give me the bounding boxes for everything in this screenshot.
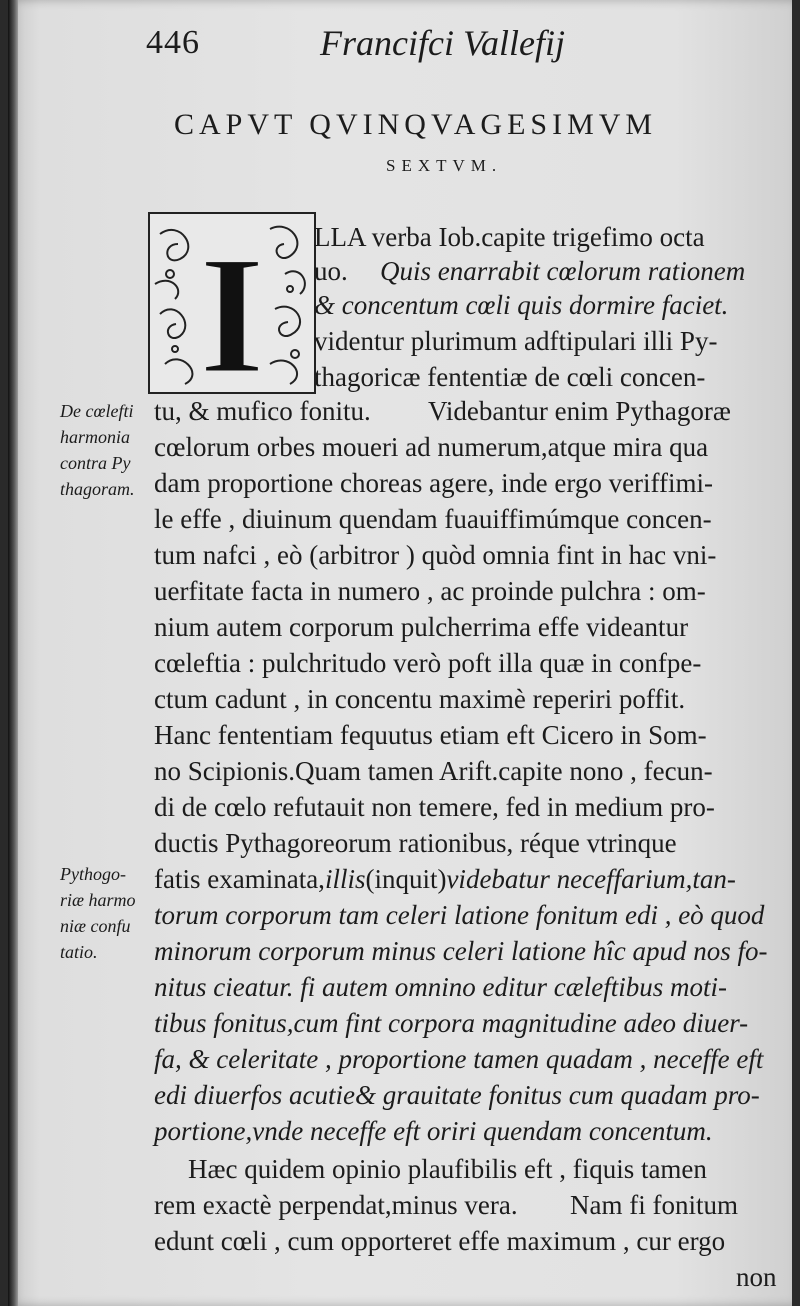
text-line: cœlorum orbes moueri ad numerum,atque mira qua bbox=[154, 432, 709, 462]
text-run: fatis examinata, bbox=[154, 864, 325, 894]
text-line: di de cœlo refutauit non temere, fed in medium pro- bbox=[154, 792, 715, 822]
text-line: fa, & celeritate , proportione tamen quadam , neceffe eft bbox=[154, 1044, 764, 1074]
running-head: Francifci Vallefij bbox=[320, 23, 565, 63]
text-line: ctum cadunt , in concentu maximè reperiri poffit. bbox=[154, 684, 686, 714]
text-line: torum corporum tam celeri latione fonitum edi , eò quod bbox=[154, 900, 765, 930]
text-line: minorum corporum minus celeri latione hîc apud nos fo- bbox=[154, 936, 768, 966]
margin-note-line: harmonia bbox=[60, 427, 131, 447]
margin-note-line: riæ harmo bbox=[60, 890, 136, 910]
text-run: (inquit) bbox=[365, 864, 447, 894]
decorated-initial bbox=[148, 212, 316, 394]
ornament-icon bbox=[150, 214, 314, 392]
text-line: Nam fi fonitum bbox=[570, 1190, 738, 1220]
text-line: tu, & mufico fonitu. bbox=[154, 396, 371, 426]
text-line: uo. bbox=[314, 256, 348, 286]
margin-note-line: tatio. bbox=[60, 942, 98, 962]
chapter-subtitle: SEXTVM. bbox=[386, 156, 503, 175]
text-line: tibus fonitus,cum fint corpora magnitudine adeo diuer- bbox=[154, 1008, 749, 1038]
text-line: thagoricæ fententiæ de cœli concen- bbox=[314, 362, 706, 392]
text-line: no Scipionis.Quam tamen Arift.capite nono , fecun- bbox=[154, 756, 713, 786]
drop-cap-letter: I bbox=[198, 221, 266, 392]
text-line: nitus cieatur. fi autem omnino editur cæleftibus moti- bbox=[154, 972, 727, 1002]
text-line: cœleftia : pulchritudo verò poft illa quæ in confpe- bbox=[154, 648, 702, 678]
margin-note-line: niæ confu bbox=[60, 916, 131, 936]
margin-note-line: Pythogo- bbox=[60, 864, 126, 884]
text-line: tum nafci , eò (arbitror ) quòd omnia fint in hac vni- bbox=[154, 540, 717, 570]
text-line: edi diuerfos acutie& grauitate fonitus cum quadam pro- bbox=[154, 1080, 760, 1110]
margin-note-line: De cœlefti bbox=[60, 401, 134, 421]
text-line: Videbantur enim Pythagoræ bbox=[428, 396, 731, 426]
page-binding bbox=[8, 0, 18, 1306]
text-line: non bbox=[736, 1262, 777, 1292]
text-line: nium autem corporum pulcherrima effe videantur bbox=[154, 612, 689, 642]
text-run: illis bbox=[324, 864, 366, 894]
text-run: videbatur neceffarium,tan- bbox=[446, 864, 736, 894]
text-line: Hanc fententiam fequutus etiam eft Cicero in Som- bbox=[154, 720, 707, 750]
margin-note-line: thagoram. bbox=[60, 479, 135, 499]
margin-note-line: contra Py bbox=[60, 453, 131, 473]
chapter-title: CAPVT QVINQVAGESIMVM bbox=[174, 108, 658, 141]
text-line: dam proportione choreas agere, inde ergo veriffimi- bbox=[154, 468, 714, 498]
text-line: & concentum cœli quis dormire faciet. bbox=[314, 290, 729, 320]
text-line: Hæc quidem opinio plaufibilis eft , fiquis tamen bbox=[188, 1154, 707, 1184]
text-line: videntur plurimum adftipulari illi Py- bbox=[314, 326, 718, 356]
text-line: le effe , diuinum quendam fuauiffimúmque concen- bbox=[154, 504, 712, 534]
text-line: uerfitate facta in numero , ac proinde pulchra : om- bbox=[154, 576, 706, 606]
text-line: LLA verba Iob.capite trigefimo octa bbox=[314, 222, 705, 252]
text-line bbox=[154, 866, 736, 893]
text-line: ductis Pythagoreorum rationibus, réque vtrinque bbox=[154, 828, 677, 858]
text-line: Quis enarrabit cœlorum rationem bbox=[380, 256, 746, 286]
book-page bbox=[8, 0, 792, 1306]
text-line: portione,vnde neceffe eft oriri quendam concentum. bbox=[154, 1116, 713, 1146]
page-number: 446 bbox=[146, 24, 200, 61]
text-line: rem exactè perpendat,minus vera. bbox=[154, 1190, 518, 1220]
text-line: edunt cœli , cum opporteret effe maximum , cur ergo bbox=[154, 1226, 726, 1256]
